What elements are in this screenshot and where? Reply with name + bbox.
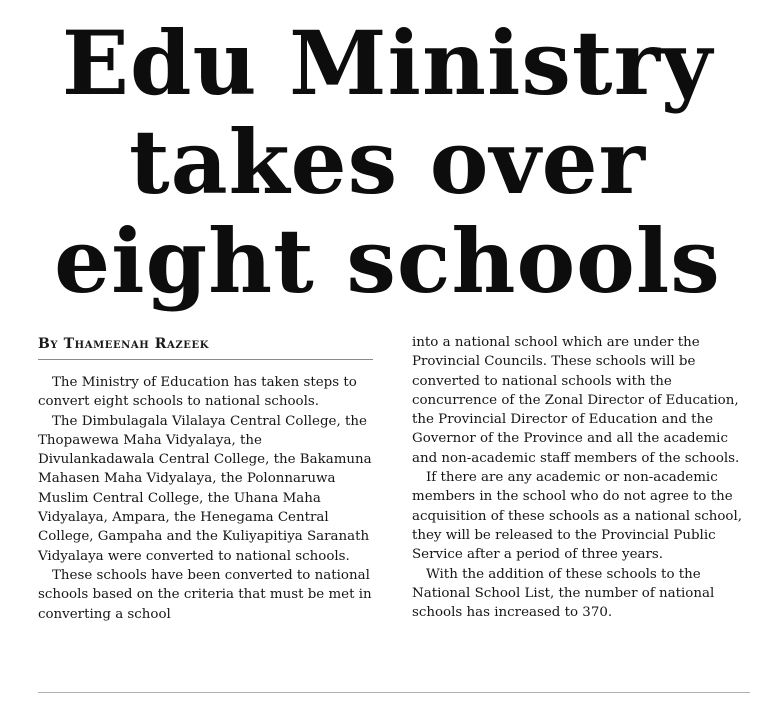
paragraph-criteria: These schools have been converted to national schools based on the criteria that must be met in converting a school [38, 567, 372, 622]
paragraph-staff: If there are any academic or non-academic members in the school who do not agree to the acquisition of these schools as a national school, they will be released to the Provincial Public Service after a period of three years. [412, 470, 742, 563]
byline-divider [38, 359, 373, 360]
byline: By Thameenah Razeek [38, 336, 210, 352]
bottom-divider [38, 692, 750, 693]
paragraph-criteria-continued: into a national school which are under the Provincial Councils. These schools will be converted to national schools with the concurrence of the Zonal Director of Education, the Provincial Director of Education and the Governor of the Province and all the academic and non-academic staff members of the schools. [412, 335, 740, 466]
headline [0, 11, 775, 313]
article-column-right [412, 333, 750, 622]
headline-line-1: Edu Ministry [61, 11, 714, 115]
paragraph-intro: The Ministry of Education has taken steps to convert eight schools to national schools. [38, 375, 357, 410]
article-column-left [38, 373, 376, 624]
headline-line-2: takes over [129, 110, 646, 214]
paragraph-schools-list: The Dimbulagala Vilalaya Central College, the Thopawewa Maha Vidyalaya, the Divulankadawala Central College, the Bakamuna Mahasen Maha Vidyalaya, the Polonnaruwa Muslim Central College, the Uhana Maha Vidyalaya, Ampara, the Henegama Central College, Gampaha and the Kuliyapitiya Saranath Vidyalaya were converted to national schools. [38, 413, 372, 564]
headline-line-3: eight schools [54, 209, 721, 313]
paragraph-total: With the addition of these schools to the National School List, the number of national schools has increased to 370. [412, 566, 715, 621]
